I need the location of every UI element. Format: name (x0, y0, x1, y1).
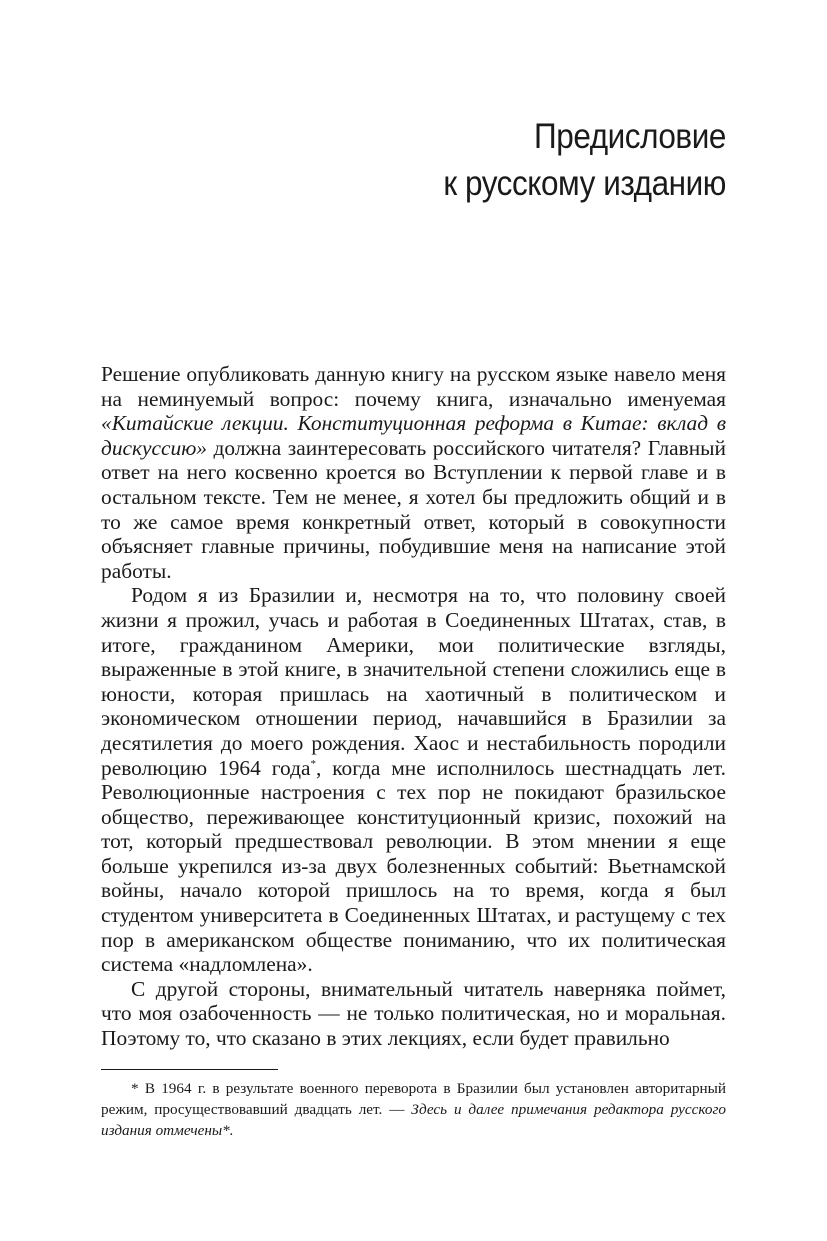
footnote-text: * В 1964 г. в результате военного переворота в Бразилии был установлен авторитарный режим, просуществовавший двадцать лет. — (101, 1080, 726, 1118)
book-title-italic: «Китайские лекции. Конституционная реформа в Китае: вклад в дискуссию» (101, 411, 726, 460)
paragraph-2-text-a: Родом я из Бразилии и, несмотря на то, что половину своей жизни я прожил, учась и работая в Соединенных Штатах, став, в итоге, гражданином Америки, мои политические взгляды, выраженные в этой книге, в значительной степени сложились еще в юности, которая пришлась на хаотичный в политическом и экономическом отношении период, начавшийся в Бразилии за десятилетия до моего рождения. Хаос и нестабильность породили революцию 1964 года (101, 583, 726, 780)
footnote (101, 1078, 726, 1141)
paragraph-2-text-b: , когда мне исполнилось шестнадцать лет. Революционные настроения с тех пор не покидают бразильское общество, переживающее конституционный кризис, похожий на тот, который предшествовал революции. В этом мнении я еще больше укрепился из-за двух болезненных событий: Вьетнамской войны, начало которой пришлось на то время, когда я был студентом университета в Соединенных Штатах, и растущему с тех пор в американском обществе пониманию, что их политическая система «надломлена». (101, 755, 726, 977)
paragraph-1-text-a: Решение опубликовать данную книгу на русском языке навело меня на неминуемый вопрос: почему книга, изначально именуемая (101, 362, 726, 411)
footnote-divider (101, 1069, 278, 1070)
paragraph-1 (101, 362, 726, 583)
paragraph-2 (101, 583, 726, 977)
footnote-italic-note: Здесь и далее примечания редактора русского издания отмечены*. (101, 1101, 726, 1139)
paragraph-3: С другой стороны, внимательный читатель наверняка поймет, что моя озабоченность — не только политическая, но и моральная. Поэтому то, что сказано в этих лекциях, если будет правильно (101, 976, 726, 1051)
footnote-reference-mark: * (310, 757, 316, 770)
chapter-title-line-2: к русскому изданию (443, 164, 726, 203)
chapter-title (443, 113, 726, 207)
chapter-title-line-1: Предисловие (534, 117, 726, 156)
body-text (101, 362, 726, 1051)
paragraph-1-text-b: должна заинтересовать российского читателя? Главный ответ на него косвенно кроется во Вступлении к первой главе и в остальном тексте. Тем не менее, я хотел бы предложить общий и в то же самое время конкретный ответ, который в совокупности объясняет главные причины, побудившие меня на написание этой работы. (101, 435, 726, 583)
